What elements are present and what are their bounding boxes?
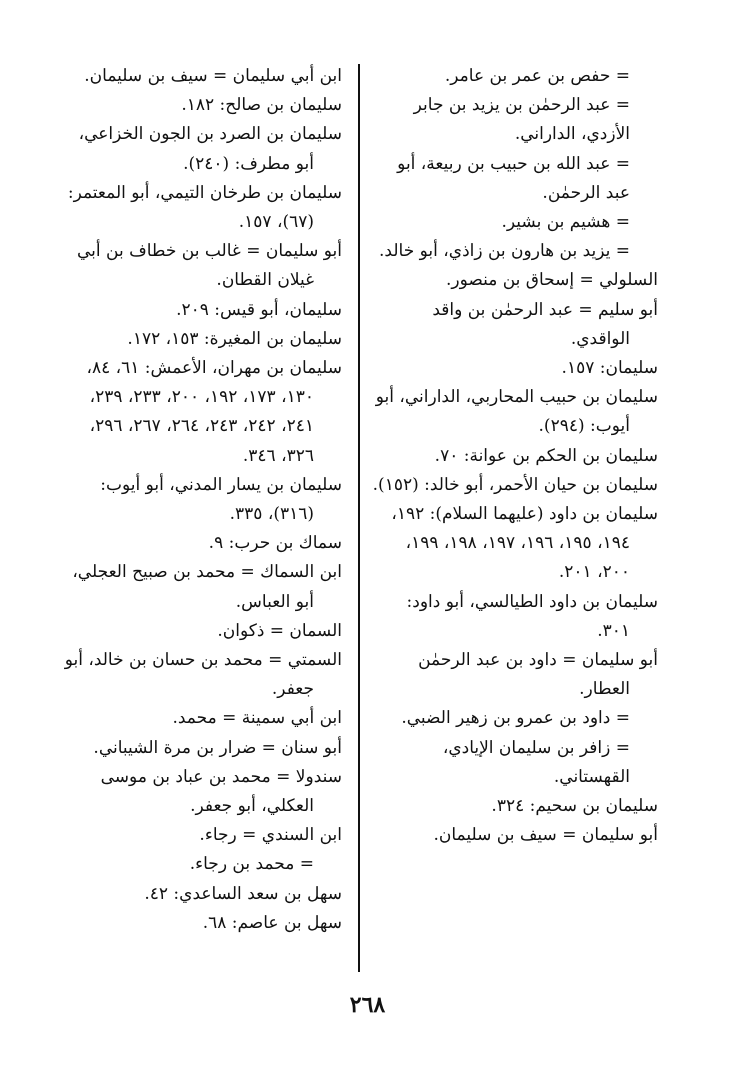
index-entry: أبو سنان = ضرار بن مرة الشيباني. [93,737,342,758]
index-entry: سهل بن عاصم: ٦٨. [202,912,342,933]
index-entry: سليمان بن داود (عليهما السلام): ١٩٢، ١٩٤، ١٩٥، ١٩٦، ١٩٧، ١٩٨، ١٩٩، ٢٠٠، ٢٠١. [391,504,658,583]
index-entry: = حفص بن عمر بن عامر. [444,66,630,86]
index-entry: السمتي = محمد بن حسان بن خالد، أبو جعفر. [64,650,342,700]
index-entry: سليمان: ١٥٧. [561,358,658,379]
index-entry: سليمان بن حيان الأحمر، أبو خالد: (١٥٢). [372,474,658,495]
index-entry: = زافر بن سليمان الإيادي، القهستاني. [442,737,630,787]
index-entry: سليمان بن يسار المدني، أبو أيوب: (٣١٦)، ٣٣٥. [100,474,342,525]
index-entry: سليمان بن المغيرة: ١٥٣، ١٧٢. [127,328,342,349]
index-column-left [56,62,342,938]
index-entry: ابن أبي سليمان = سيف بن سليمان. [84,66,342,86]
index-entry: سليمان، أبو قيس: ٢٠٩. [176,299,342,320]
index-entry: سندولا = محمد بن عباد بن موسى العكلي، أبو جعفر. [100,766,342,817]
page-number: ٢٦٨ [349,992,386,1018]
index-entry: = عبد الله بن حبيب بن ربيعة، أبو عبد الرحمٰن. [397,153,630,203]
index-entry: أبو سليمان = داود بن عبد الرحمٰن العطار. [418,650,658,700]
index-entry: = يزيد بن هارون بن زاذي، أبو خالد. [379,241,630,262]
index-entry: سليمان بن مهران، الأعمش: ٦١، ٨٤، ١٣٠، ١٧٣، ١٩٢، ٢٠٠، ٢٣٣، ٢٣٩، ٢٤١، ٢٤٢، ٢٤٣، ٢٦٤، ٢٦٧، ٢٩٦، ٣٢٦، ٣٤٦. [86,358,342,466]
index-entry: = عبد الرحمٰن بن يزيد بن جابر الأزدي، الداراني. [413,95,630,145]
index-entry: السلولي = إسحاق بن منصور. [445,270,658,291]
index-entry: سليمان بن داود الطيالسي، أبو داود: ٣٠١. [406,591,658,641]
index-entry: سليمان بن الصرد بن الجون الخزاعي، أبو مطرف: (٢٤٠). [78,124,342,174]
index-entry: سليمان بن الحكم بن عوانة: ٧٠. [434,445,658,466]
index-entry: سليمان بن سحيم: ٣٢٤. [491,796,658,817]
index-entry: ابن السندي = رجاء. [199,825,342,846]
index-entry: = داود بن عمرو بن زهير الضبي. [401,708,630,729]
column-divider [358,64,360,972]
index-entry: سهل بن سعد الساعدي: ٤٢. [144,883,342,904]
index-column-right [372,62,658,850]
index-entry: سليمان بن صالح: ١٨٢. [181,95,342,116]
index-entry: ابن السماك = محمد بن صبيح العجلي، أبو العباس. [72,562,342,612]
index-entry: = هشيم بن بشير. [501,212,630,233]
index-entry: سماك بن حرب: ٩. [208,533,342,554]
index-entry: = محمد بن رجاء. [189,854,314,875]
index-entry: أبو سليمان = غالب بن خطاف بن أبي غيلان القطان. [77,241,342,291]
index-entry: سليمان بن طرخان التيمي، أبو المعتمر: (٦٧)، ١٥٧. [67,182,342,233]
index-entry: سليمان بن حبيب المحاربي، الداراني، أبو أيوب: (٢٩٤). [375,387,658,437]
index-entry: السمان = ذكوان. [217,620,342,641]
index-entry: ابن أبي سمينة = محمد. [172,708,342,729]
index-entry: أبو سليم = عبد الرحمٰن بن واقد الواقدي. [432,299,658,349]
index-entry: أبو سليمان = سيف بن سليمان. [433,825,658,846]
